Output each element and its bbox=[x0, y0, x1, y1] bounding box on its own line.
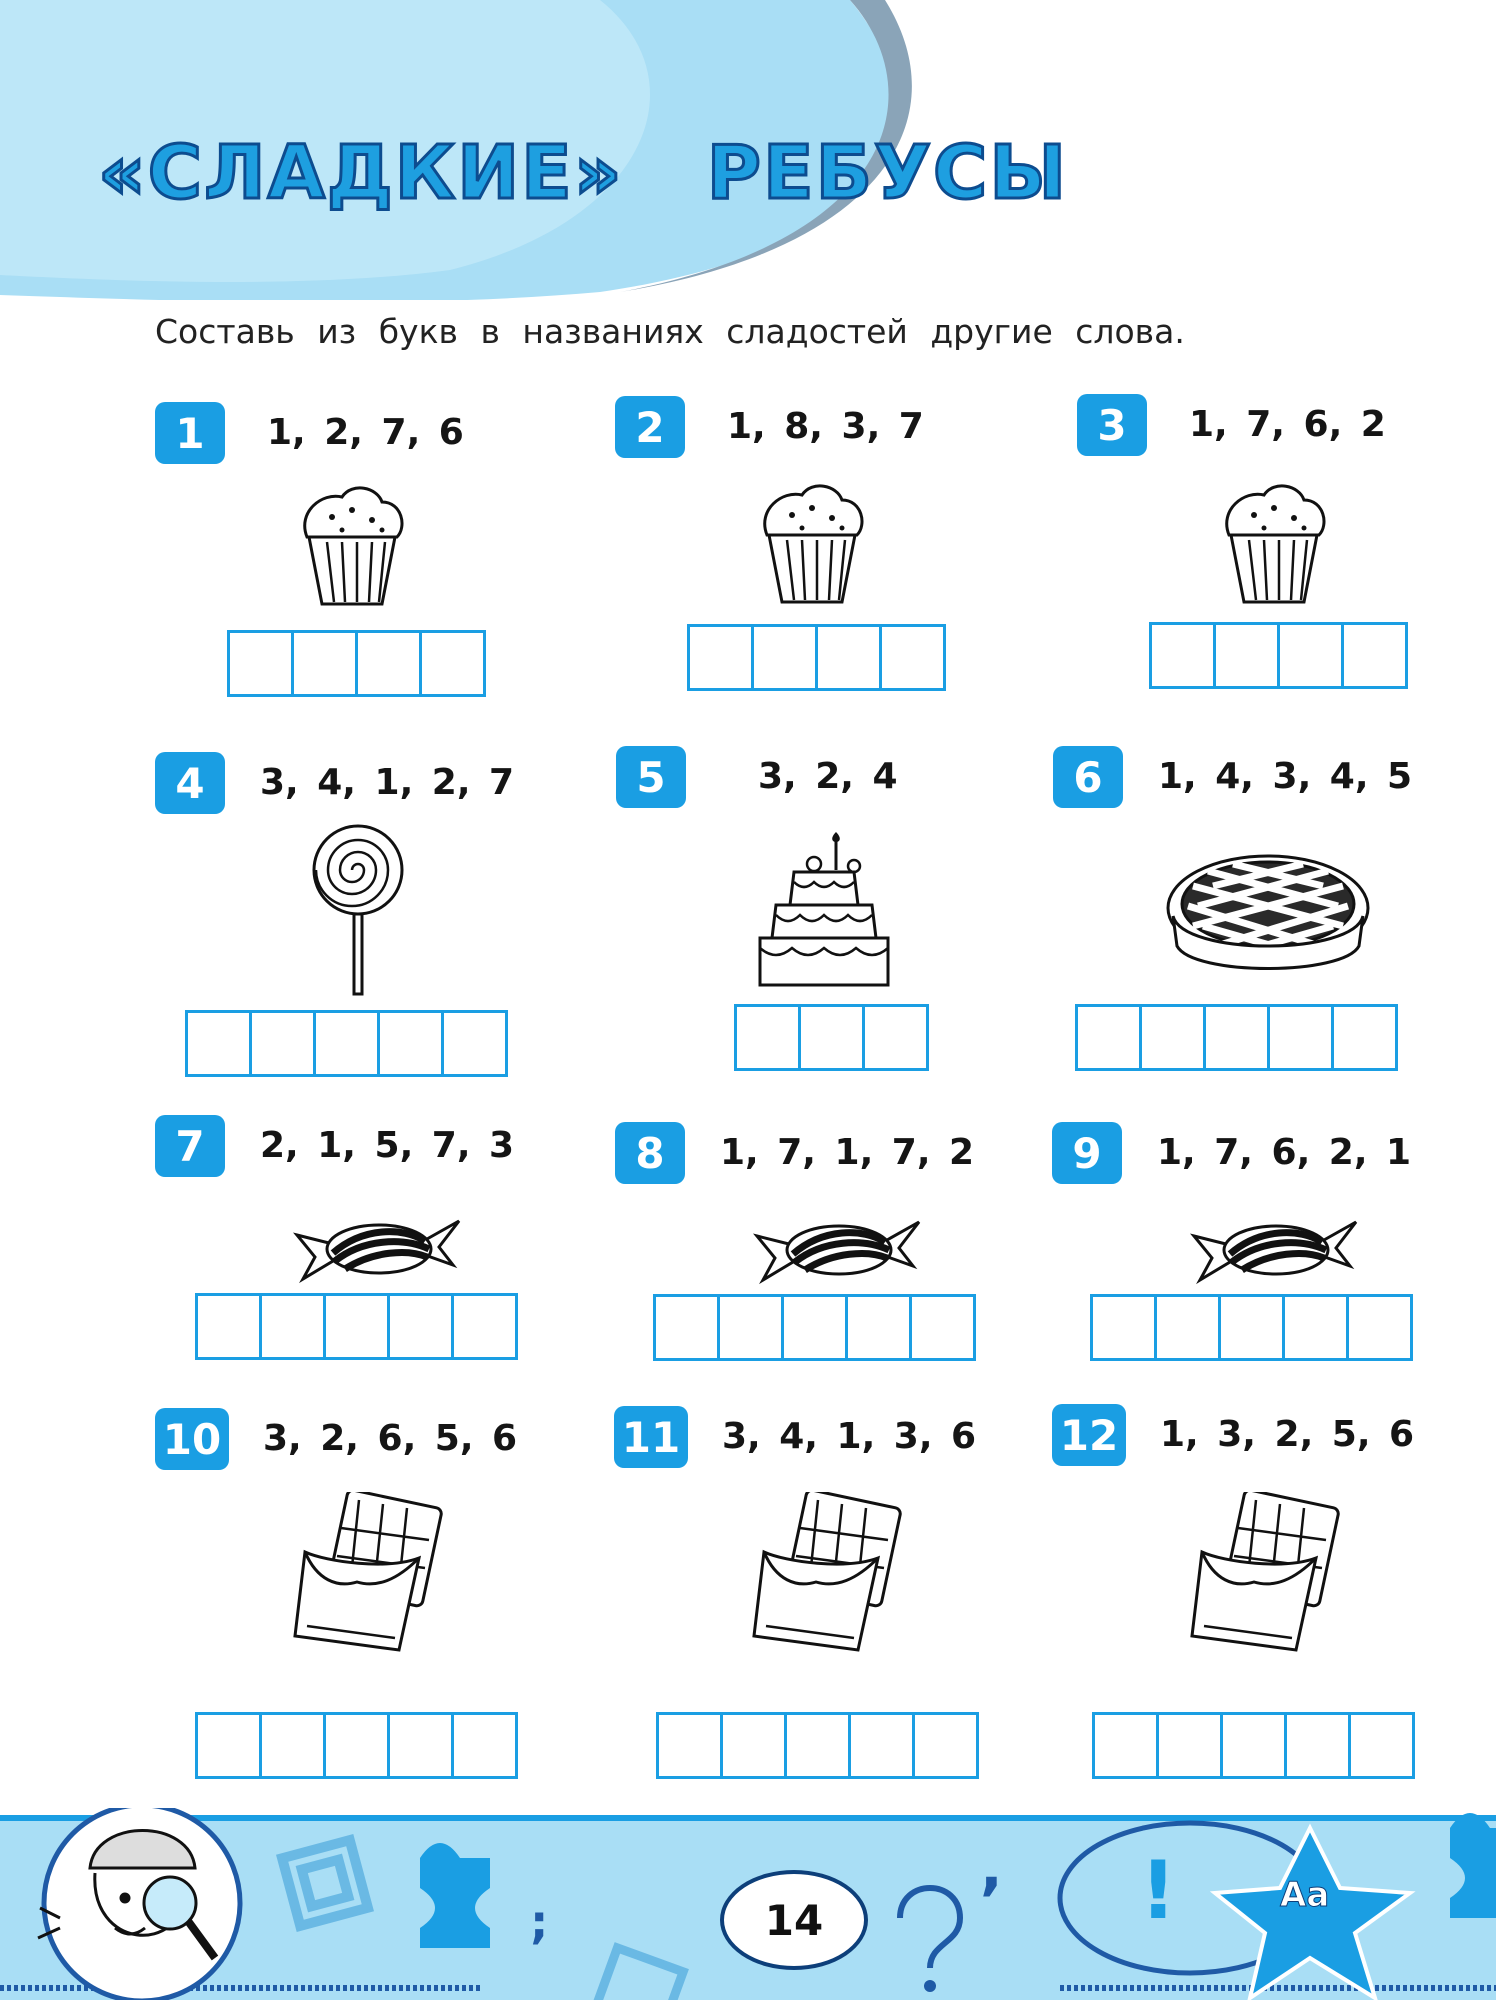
task-6 bbox=[1053, 746, 1473, 1106]
page-number: 14 bbox=[720, 1870, 868, 1970]
answer-box[interactable] bbox=[1351, 1715, 1412, 1776]
candy-icon bbox=[753, 1214, 923, 1286]
task-11 bbox=[614, 1406, 1034, 1766]
answer-box[interactable] bbox=[1078, 1007, 1142, 1068]
answer-box[interactable] bbox=[882, 627, 943, 688]
answer-box[interactable] bbox=[326, 1715, 390, 1776]
answer-box[interactable] bbox=[1280, 625, 1344, 686]
answer-box[interactable] bbox=[915, 1715, 976, 1776]
task-hint: 1, 7, 6, 2, 1 bbox=[1157, 1132, 1412, 1173]
answer-box[interactable] bbox=[737, 1007, 801, 1068]
answer-boxes bbox=[185, 1010, 508, 1077]
answer-box[interactable] bbox=[316, 1013, 380, 1074]
answer-box[interactable] bbox=[1349, 1297, 1410, 1358]
answer-box[interactable] bbox=[454, 1296, 515, 1357]
answer-boxes bbox=[656, 1712, 979, 1779]
task-1 bbox=[155, 402, 575, 762]
answer-box[interactable] bbox=[1093, 1297, 1157, 1358]
task-number-badge: 9 bbox=[1052, 1122, 1122, 1184]
task-hint: 3, 4, 1, 2, 7 bbox=[260, 762, 515, 803]
answer-box[interactable] bbox=[801, 1007, 865, 1068]
chocolate-bar-icon bbox=[746, 1492, 906, 1662]
task-number-badge: 7 bbox=[155, 1115, 225, 1177]
task-hint: 3, 2, 6, 5, 6 bbox=[263, 1418, 518, 1459]
answer-box[interactable] bbox=[422, 633, 483, 694]
answer-box[interactable] bbox=[1206, 1007, 1270, 1068]
task-3 bbox=[1077, 394, 1496, 754]
answer-box[interactable] bbox=[754, 627, 818, 688]
answer-box[interactable] bbox=[1285, 1297, 1349, 1358]
answer-box[interactable] bbox=[656, 1297, 720, 1358]
task-hint: 3, 2, 4 bbox=[758, 756, 898, 797]
task-10 bbox=[155, 1408, 575, 1768]
answer-box[interactable] bbox=[818, 627, 882, 688]
task-number-badge: 5 bbox=[616, 746, 686, 808]
answer-box[interactable] bbox=[1157, 1297, 1221, 1358]
answer-box[interactable] bbox=[444, 1013, 505, 1074]
answer-box[interactable] bbox=[326, 1296, 390, 1357]
answer-boxes bbox=[195, 1712, 518, 1779]
answer-box[interactable] bbox=[720, 1297, 784, 1358]
answer-box[interactable] bbox=[912, 1297, 973, 1358]
answer-boxes bbox=[1092, 1712, 1415, 1779]
task-4 bbox=[155, 752, 575, 1112]
cake-icon bbox=[754, 830, 894, 990]
corner-label: Аа bbox=[1280, 1875, 1330, 1915]
task-number-badge: 4 bbox=[155, 752, 225, 814]
answer-box[interactable] bbox=[1221, 1297, 1285, 1358]
answer-boxes bbox=[1090, 1294, 1413, 1361]
answer-boxes bbox=[1149, 622, 1408, 689]
answer-box[interactable] bbox=[230, 633, 294, 694]
answer-box[interactable] bbox=[380, 1013, 444, 1074]
svg-text:,: , bbox=[980, 1833, 1003, 1903]
answer-box[interactable] bbox=[1142, 1007, 1206, 1068]
task-number-badge: 3 bbox=[1077, 394, 1147, 456]
answer-box[interactable] bbox=[188, 1013, 252, 1074]
answer-box[interactable] bbox=[690, 627, 754, 688]
chocolate-bar-icon bbox=[1184, 1492, 1344, 1662]
task-5 bbox=[616, 746, 1036, 1106]
answer-box[interactable] bbox=[1223, 1715, 1287, 1776]
answer-box[interactable] bbox=[659, 1715, 723, 1776]
task-number-badge: 1 bbox=[155, 402, 225, 464]
answer-box[interactable] bbox=[262, 1715, 326, 1776]
answer-box[interactable] bbox=[454, 1715, 515, 1776]
answer-box[interactable] bbox=[390, 1715, 454, 1776]
answer-box[interactable] bbox=[1270, 1007, 1334, 1068]
chocolate-bar-icon bbox=[287, 1492, 447, 1662]
answer-box[interactable] bbox=[198, 1715, 262, 1776]
answer-box[interactable] bbox=[851, 1715, 915, 1776]
answer-box[interactable] bbox=[198, 1296, 262, 1357]
task-hint: 1, 7, 1, 7, 2 bbox=[720, 1132, 975, 1173]
answer-box[interactable] bbox=[1152, 625, 1216, 686]
cupcake-icon bbox=[757, 480, 867, 610]
task-hint: 2, 1, 5, 7, 3 bbox=[260, 1125, 515, 1166]
task-12 bbox=[1052, 1404, 1472, 1764]
answer-boxes bbox=[227, 630, 486, 697]
answer-boxes bbox=[734, 1004, 929, 1071]
task-hint: 1, 4, 3, 4, 5 bbox=[1158, 756, 1413, 797]
answer-box[interactable] bbox=[787, 1715, 851, 1776]
answer-box[interactable] bbox=[252, 1013, 316, 1074]
lollipop-icon bbox=[303, 822, 413, 997]
answer-box[interactable] bbox=[1216, 625, 1280, 686]
task-hint: 1, 2, 7, 6 bbox=[267, 412, 464, 453]
answer-box[interactable] bbox=[358, 633, 422, 694]
answer-box[interactable] bbox=[1095, 1715, 1159, 1776]
answer-box[interactable] bbox=[865, 1007, 926, 1068]
task-number-badge: 6 bbox=[1053, 746, 1123, 808]
task-hint: 3, 4, 1, 3, 6 bbox=[722, 1416, 977, 1457]
answer-boxes bbox=[195, 1293, 518, 1360]
answer-box[interactable] bbox=[390, 1296, 454, 1357]
task-2 bbox=[615, 396, 1035, 756]
instruction-text: Составь из букв в названиях сладостей другие слова. bbox=[155, 312, 1185, 351]
task-hint: 1, 3, 2, 5, 6 bbox=[1160, 1414, 1415, 1455]
candy-icon bbox=[293, 1213, 463, 1285]
answer-boxes bbox=[1075, 1004, 1398, 1071]
page-title: «СЛАДКИЕ» РЕБУСЫ bbox=[98, 130, 1069, 216]
answer-box[interactable] bbox=[784, 1297, 848, 1358]
task-number-badge: 12 bbox=[1052, 1404, 1126, 1466]
answer-box[interactable] bbox=[262, 1296, 326, 1357]
answer-box[interactable] bbox=[723, 1715, 787, 1776]
task-number-badge: 2 bbox=[615, 396, 685, 458]
svg-text:;: ; bbox=[530, 1895, 549, 1949]
task-hint: 1, 7, 6, 2 bbox=[1189, 404, 1386, 445]
task-number-badge: 8 bbox=[615, 1122, 685, 1184]
cupcake-icon bbox=[297, 482, 407, 612]
answer-box[interactable] bbox=[294, 633, 358, 694]
candy-icon bbox=[1190, 1214, 1360, 1286]
answer-box[interactable] bbox=[1344, 625, 1405, 686]
pie-icon bbox=[1163, 846, 1373, 978]
svg-text:!: ! bbox=[1140, 1844, 1177, 1937]
answer-box[interactable] bbox=[848, 1297, 912, 1358]
task-number-badge: 10 bbox=[155, 1408, 229, 1470]
answer-box[interactable] bbox=[1287, 1715, 1351, 1776]
answer-box[interactable] bbox=[1334, 1007, 1395, 1068]
answer-boxes bbox=[653, 1294, 976, 1361]
cupcake-icon bbox=[1219, 480, 1329, 610]
answer-box[interactable] bbox=[1159, 1715, 1223, 1776]
task-hint: 1, 8, 3, 7 bbox=[727, 406, 924, 447]
task-number-badge: 11 bbox=[614, 1406, 688, 1468]
answer-boxes bbox=[687, 624, 946, 691]
